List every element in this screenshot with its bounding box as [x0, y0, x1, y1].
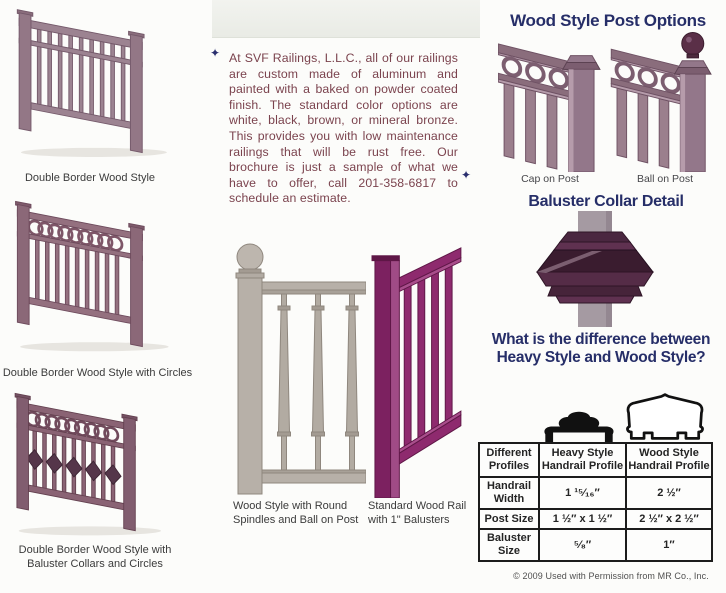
table-cell: 2 ½″: [626, 477, 712, 509]
wood-style-round-spindles-figure: [226, 242, 366, 497]
table-cell: 1 ¹⁵⁄₁₆″: [539, 477, 626, 509]
row-label: Handrail Width: [479, 477, 539, 509]
profile-comparison-table: [478, 442, 713, 562]
figure-caption: Double Border Wood Style: [24, 172, 156, 184]
standard-wood-rail-figure: [366, 246, 462, 498]
double-border-wood-style-collars-circles-figure: [8, 392, 170, 538]
scan-band: [212, 0, 480, 38]
section-title-difference-line2: Heavy Style and Wood Style?: [496, 349, 706, 366]
table-cell: 1″: [626, 529, 712, 561]
figure-caption-line2: Baluster Collars and Circles: [27, 558, 163, 570]
heavy-style-profile-drawing: [537, 404, 621, 442]
table-header-cell: Different Profiles: [479, 443, 539, 477]
table-header-row: [479, 443, 712, 477]
figure-caption: Ball on Post: [636, 173, 694, 185]
row-label: Baluster Size: [479, 529, 539, 561]
double-border-wood-style-figure: [10, 8, 176, 160]
row-label: Post Size: [479, 509, 539, 529]
section-title-post-options: Wood Style Post Options: [510, 11, 706, 30]
figure-caption: [0, 543, 190, 571]
copyright-notice: © 2009 Used with Permission from MR Co., Inc.: [513, 571, 709, 581]
figure-caption-line1: Standard Wood Rail: [368, 500, 467, 512]
figure-caption-line1: Wood Style with Round: [233, 500, 348, 512]
section-title-baluster-collar: Baluster Collar Detail: [528, 193, 684, 210]
section-title-difference: [478, 331, 724, 367]
figure-caption-line2: Spindles and Ball on Post: [233, 514, 359, 526]
figure-caption: [233, 499, 383, 527]
intro-paragraph: At SVF Railings, L.L.C., all of our railings are custom made of aluminum and painted with a baked on powder coated finish. The standard color options are white, black, brown, or mineral bronze. This provides you with low maintenance railings that will be rust free. Our brochure is just a sample of what we have to offer, call 201-358-6817 to schedule an estimate.: [229, 51, 458, 206]
ball-on-post-figure: [610, 32, 718, 172]
figure-caption: Cap on Post: [521, 173, 579, 185]
star-icon: ✦: [461, 168, 472, 182]
table-header-cell: Wood Style Handrail Profile: [626, 443, 712, 477]
table-cell: 2 ½″ x 2 ½″: [626, 509, 712, 529]
star-icon: ✦: [210, 46, 221, 60]
section-title-difference-line1: What is the difference between: [491, 331, 711, 348]
double-border-wood-style-with-circles-figure: [8, 200, 178, 354]
table-header-cell: Heavy Style Handrail Profile: [539, 443, 626, 477]
figure-caption: Double Border Wood Style with Circles: [2, 367, 193, 379]
baluster-collar-detail-figure: [531, 211, 659, 327]
table-row: [479, 529, 712, 561]
figure-caption-line1: Double Border Wood Style with: [18, 544, 172, 556]
table-row: [479, 477, 712, 509]
table-row: [479, 509, 712, 529]
cap-on-post-figure: [498, 40, 606, 172]
table-cell: 1 ½″ x 1 ½″: [539, 509, 626, 529]
figure-caption: [368, 499, 488, 527]
figure-caption-line2: with 1" Balusters: [368, 514, 450, 526]
table-cell: ⁵⁄₈″: [539, 529, 626, 561]
wood-style-profile-drawing: [621, 391, 709, 442]
